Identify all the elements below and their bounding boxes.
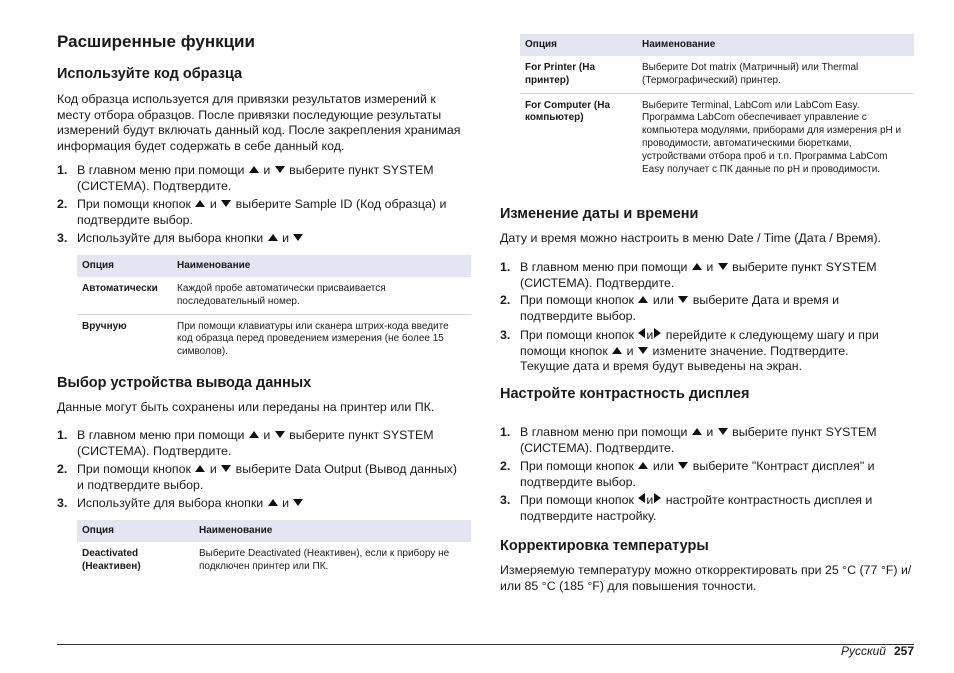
table-row: For Computer (На компьютер) Выберите Terminal, LabCom или LabCom Easy. Программа LabCom обеспечивает управление с компьютера модулями, приборами для измерения pH и проводимости, автоматическими бюретками, устройствами отбора проб и т.п. Программа LabCom Easy получает с ПК данные по pH и проводимости. [525,99,902,175]
right-arrow-icon [654,328,661,338]
up-arrow-icon [692,263,702,270]
step-number: 1. [57,428,68,442]
step-number: 3. [500,328,511,342]
step-number: 2. [57,197,68,211]
left-arrow-icon [638,328,645,338]
page-footer [841,644,914,658]
table-row: Deactivated (Неактивен) Выберите Deactivated (Неактивен), если к прибору не подключен принтер или ПК. [82,548,450,572]
up-arrow-icon [268,234,278,241]
up-arrow-icon [638,462,648,469]
up-arrow-icon [249,166,259,173]
down-arrow-icon [221,465,231,472]
table-header-name: Наименование [637,34,914,56]
sample-code-intro: Код образца используется для привязки результатов измерений к месту отбора образцов. После привязки последующие результаты измерений будут включать данный код. После закрепления хранимая информация будет содержать в себе данный код. [57,92,461,153]
step-number: 3. [57,496,68,510]
up-arrow-icon [692,428,702,435]
down-arrow-icon [275,431,285,438]
table-row: Вручную При помощи клавиатуры или сканера штрих-кода введите код образца перед проведением измерения (не более 15 символов). [82,320,449,358]
down-arrow-icon [718,428,728,435]
contrast-heading: Настройте контрастность дисплея [500,386,750,402]
sample-code-heading: Используйте код образца [57,66,243,82]
down-arrow-icon [678,462,688,469]
step-number: 1. [57,163,68,177]
output-options-table-continued [520,34,914,181]
table-header-name: Наименование [172,255,471,277]
down-arrow-icon [221,200,231,207]
temperature-intro: Измеряемую температуру можно откорректировать при 25 °C (77 °F) и/или 85 °C (185 °F) для повышения точности. [500,563,912,593]
down-arrow-icon [678,296,688,303]
left-arrow-icon [638,493,645,503]
step-number: 1. [500,260,511,274]
up-arrow-icon [249,431,259,438]
footer-language: Русский [840,644,886,658]
down-arrow-icon [638,347,648,354]
step-number: 1. [500,425,511,439]
table-header-option: Опция [520,34,637,56]
table-header-option: Опция [77,520,194,542]
up-arrow-icon [638,296,648,303]
footer-divider [57,644,914,645]
datetime-heading: Изменение даты и времени [500,206,699,222]
table-row: For Printer (На принтер) Выберите Dot matrix (Матричный) или Thermal (Термографический) принтер. [520,56,914,93]
down-arrow-icon [718,263,728,270]
table-header-option: Опция [77,255,172,277]
datetime-intro: Дату и время можно настроить в меню Date / Time (Дата / Время). [500,231,882,245]
step-number: 3. [57,231,68,245]
up-arrow-icon [195,465,205,472]
section-title: Расширенные функции [57,32,255,51]
page-number: 257 [893,644,914,658]
step-number: 2. [500,293,511,307]
table-header-name: Наименование [194,520,471,542]
output-options-table [77,520,471,579]
down-arrow-icon [293,234,303,241]
sample-options-table [77,255,471,364]
step-number: 2. [500,459,511,473]
temperature-heading: Корректировка температуры [500,538,709,554]
up-arrow-icon [195,200,205,207]
down-arrow-icon [275,166,285,173]
right-arrow-icon [654,493,661,503]
table-row: Автоматически Каждой пробе автоматически присваивается последовательный номер. [77,277,471,314]
step-number: 3. [500,493,511,507]
step-number: 2. [57,462,68,476]
data-output-intro: Данные могут быть сохранены или переданы на принтер или ПК. [57,400,435,414]
up-arrow-icon [268,499,278,506]
down-arrow-icon [293,499,303,506]
data-output-heading: Выбор устройства вывода данных [57,375,312,391]
up-arrow-icon [612,347,622,354]
